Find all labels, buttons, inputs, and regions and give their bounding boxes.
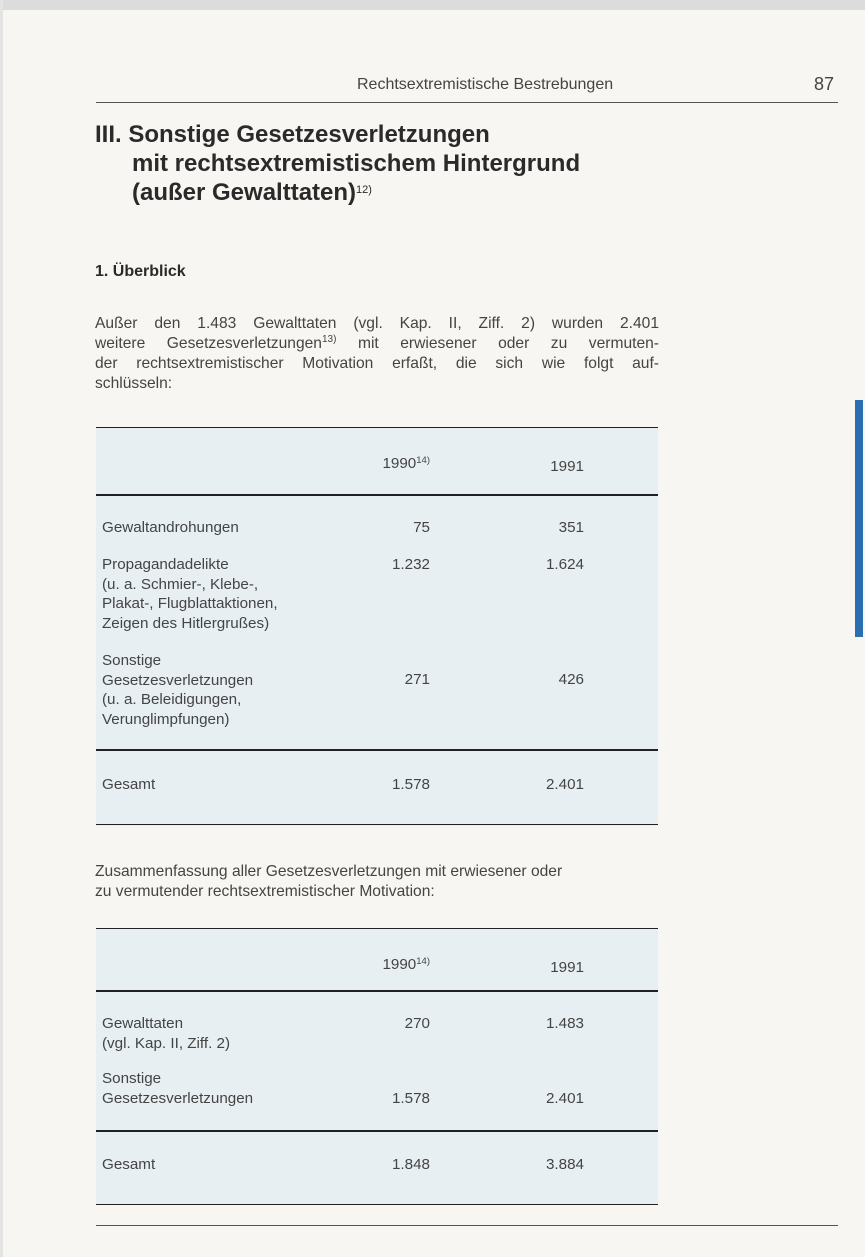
intro-line-2-text-a: weitere Gesetzesverletzungen: [95, 335, 322, 352]
table-rule-bottom: [96, 1204, 658, 1205]
chapter-title-line-2: mit rechtsextremistischem Hintergrund: [132, 150, 581, 177]
summary-paragraph: [95, 862, 659, 902]
scan-edge-top: [0, 0, 865, 10]
footnote-ref-14: 14): [416, 455, 430, 466]
cell-1990: 270: [404, 1015, 430, 1032]
row-label-line: Verunglimpfungen): [102, 710, 230, 728]
row-label-line: Gesetzesverletzungen: [102, 671, 254, 689]
table-rule-total: [96, 749, 658, 751]
table-rule-header: [96, 990, 658, 992]
row-label-line: (vgl. Kap. II, Ziff. 2): [102, 1034, 231, 1052]
scan-edge-left: [0, 0, 3, 1257]
row-label: [102, 651, 253, 729]
cell-1991: 2.401: [545, 1090, 584, 1107]
cell-1990: 271: [404, 671, 430, 688]
chapter-title-line-3-text: (außer Gewalttaten): [132, 179, 357, 206]
column-header-1991: 1991: [550, 959, 584, 976]
row-label-line: Gewaltandrohungen: [102, 519, 239, 536]
total-label: Gesamt: [102, 776, 156, 793]
column-header-1991: 1991: [550, 458, 584, 475]
row-label-line: (u. a. Beleidigungen,: [102, 691, 242, 708]
summary-table: [96, 928, 658, 1205]
row-label: [102, 518, 239, 538]
intro-line-3: der rechtsextremistischer Motivation erfaßt, die sich wie folgt auf-: [95, 355, 659, 372]
chapter-title-line-1: III. Sonstige Gesetzesverletzungen: [95, 121, 490, 148]
row-label-line: Gesetzesverletzungen: [102, 1089, 254, 1107]
running-head: [96, 76, 838, 103]
cell-1991: 1.483: [545, 1015, 584, 1032]
intro-line-4: schlüsseln:: [95, 375, 173, 392]
table-rule-bottom: [96, 824, 658, 825]
row-label: [102, 1014, 230, 1053]
intro-paragraph: [95, 314, 659, 394]
table-rule-top: [96, 928, 658, 929]
cell-1991: 1.624: [545, 556, 584, 573]
summary-line-2: zu vermutender rechtsextremistischer Motivation:: [95, 883, 435, 900]
total-1991: 3.884: [545, 1156, 584, 1173]
cell-1990: 1.232: [391, 556, 430, 573]
section-title: 1. Überblick: [95, 263, 186, 280]
table-rule-top: [96, 427, 658, 428]
chapter-title-line-3: [95, 178, 580, 207]
intro-line-2: [95, 334, 659, 354]
column-header-1990-text: 1990: [382, 455, 417, 472]
row-label-line: Zeigen des Hitlergrußes): [102, 614, 270, 632]
table-rule-header: [96, 494, 658, 496]
row-label-line: (u. a. Schmier-, Klebe-,: [102, 575, 259, 593]
total-label: Gesamt: [102, 1156, 156, 1173]
intro-line-2-text-b: mit erwiesener oder zu vermuten-: [336, 335, 659, 352]
row-label-line: Plakat-, Flugblattaktionen,: [102, 595, 278, 612]
footnote-ref-12: 12): [356, 184, 372, 196]
total-1990: 1.848: [391, 1156, 430, 1173]
chapter-title: [95, 120, 580, 207]
page-number: 87: [813, 74, 834, 94]
footnote-ref-13: 13): [321, 334, 337, 345]
running-head-title: Rechtsextremistische Bestrebungen: [357, 76, 614, 93]
column-header-1990-text: 1990: [382, 956, 417, 973]
intro-line-1: Außer den 1.483 Gewalttaten (vgl. Kap. II, Ziff. 2) wurden 2.401: [95, 315, 659, 332]
row-label: [102, 555, 278, 633]
row-label-line: Gewalttaten: [102, 1015, 184, 1032]
column-header-1990: [354, 955, 430, 975]
total-1990: 1.578: [391, 776, 430, 793]
row-label-line: Sonstige: [102, 1070, 162, 1087]
cell-1990: 1.578: [391, 1090, 430, 1107]
cell-1991: 351: [558, 519, 584, 536]
offenses-breakdown-table: [96, 427, 658, 826]
summary-line-1: Zusammenfassung aller Gesetzesverletzungen mit erwiesener oder: [95, 863, 563, 880]
cell-1991: 426: [558, 671, 584, 688]
row-label-line: Sonstige: [102, 652, 162, 669]
table-rule-total: [96, 1130, 658, 1132]
column-header-1990: [354, 454, 430, 474]
page-bottom-rule: [96, 1225, 838, 1226]
chapter-thumb-index: [855, 400, 863, 637]
total-1991: 2.401: [545, 776, 584, 793]
row-label-line: Propagandadelikte: [102, 556, 229, 573]
row-label: [102, 1069, 253, 1108]
cell-1990: 75: [413, 519, 430, 536]
footnote-ref-14: 14): [416, 956, 430, 967]
